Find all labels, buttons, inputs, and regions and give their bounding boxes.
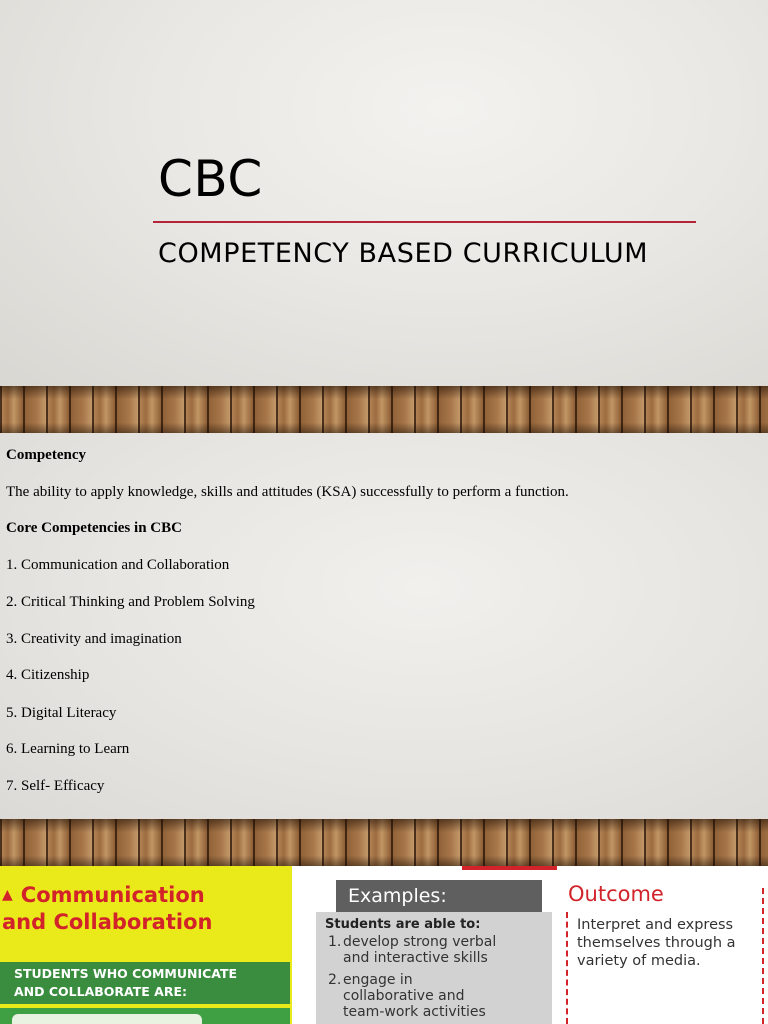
green-banner <box>0 1008 290 1024</box>
outcome-header: Outcome <box>568 882 664 906</box>
examples-lead: Students are able to: <box>325 917 481 932</box>
wood-floor-strip <box>0 386 768 433</box>
cropped-word-shape <box>12 1014 202 1024</box>
infographic-slide <box>0 866 768 1024</box>
competency-item: 4. Citizenship <box>6 667 90 683</box>
competency-slide <box>0 433 768 819</box>
competency-item: 6. Learning to Learn <box>6 741 130 757</box>
competency-item: 7. Self- Efficacy <box>6 778 105 794</box>
competency-heading: Competency <box>6 447 86 463</box>
title-slide <box>0 0 768 386</box>
example-item: 1. develop strong verbal and interactive skills <box>328 934 497 966</box>
core-competencies-heading: Core Competencies in CBC <box>6 520 182 536</box>
wood-floor-strip <box>0 819 768 866</box>
communication-heading: ▲ Communication and Collaboration <box>2 883 213 934</box>
slide-title: CBC <box>158 150 263 208</box>
examples-box <box>316 912 552 1024</box>
triangle-icon: ▲ <box>2 887 13 903</box>
examples-header: Examples: <box>336 880 542 914</box>
outcome-dashed-border <box>762 888 764 1024</box>
slide-subtitle: COMPETENCY BASED CURRICULUM <box>158 238 649 269</box>
outcome-dashed-border <box>566 912 568 1024</box>
competency-definition: The ability to apply knowledge, skills and attitudes (KSA) successfully to perform a function. <box>6 484 569 500</box>
outcome-text: Interpret and express themselves through a variety of media. <box>577 917 736 969</box>
competency-item: 2. Critical Thinking and Problem Solving <box>6 594 255 610</box>
title-divider <box>153 221 696 223</box>
competency-item: 3. Creativity and imagination <box>6 631 182 647</box>
competency-item: 1. Communication and Collaboration <box>6 557 230 573</box>
red-tab-accent <box>462 866 557 870</box>
competency-item: 5. Digital Literacy <box>6 705 117 721</box>
green-callout: STUDENTS WHO COMMUNICATE AND COLLABORATE ARE: <box>0 962 290 1004</box>
example-item: 2. engage in collaborative and team-work activities <box>328 972 486 1020</box>
yellow-panel <box>0 866 292 1024</box>
